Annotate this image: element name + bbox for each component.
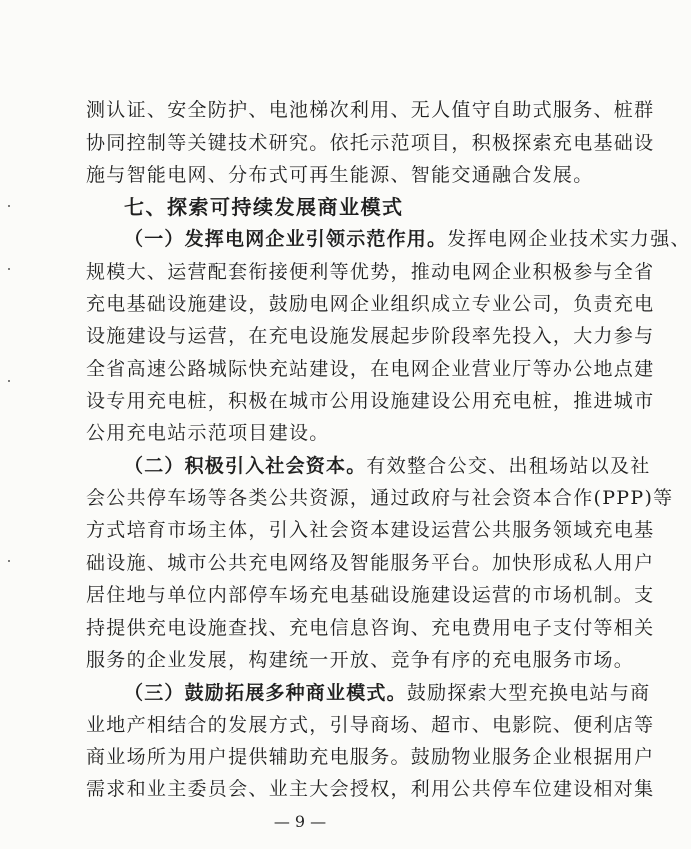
scan-speck — [8, 205, 10, 207]
text-line: 设专用充电桩，积极在城市公用设施建设公用充电桩，推进城市 — [86, 390, 655, 412]
text-line: 服务的企业发展，构建统一开放、竞争有序的充电服务市场。 — [86, 649, 635, 671]
text-line: 持提供充电设施查找、充电信息咨询、充电费用电子支付等相关 — [86, 617, 655, 639]
paragraph-first-line — [124, 227, 691, 251]
scan-speck — [8, 268, 10, 270]
text-line: 础设施、城市公共充电网络及智能服务平台。加快形成私人用户 — [86, 552, 655, 574]
text-line: 商业场所为用户提供辅助充电服务。鼓励物业服务企业根据用户 — [86, 746, 655, 768]
text-run: 发挥电网企业技术实力强、 — [447, 228, 691, 250]
text-line: 业地产相结合的发展方式，引导商场、超市、电影院、便利店等 — [86, 714, 655, 736]
scan-speck — [8, 560, 10, 562]
section-heading: 七、探索可持续发展商业模式 — [124, 195, 404, 219]
text-line: 施与智能电网、分布式可再生能源、智能交通融合发展。 — [86, 164, 594, 186]
text-run: 鼓励探索大型充换电站与商 — [406, 682, 651, 704]
text-line: 方式培育市场主体，引入社会资本建设运营公共服务领域充电基 — [86, 519, 655, 541]
text-line: 充电基础设施建设，鼓励电网企业组织成立专业公司，负责充电 — [86, 293, 655, 315]
paragraph-heading: （三）鼓励拓展多种商业模式。 — [124, 682, 407, 704]
text-line: 会公共停车场等各类公共资源，通过政府与社会资本合作(PPP)等 — [86, 487, 674, 509]
paragraph-first-line — [124, 681, 650, 705]
paragraph-first-line — [124, 454, 651, 478]
text-line: 公用充电站示范项目建设。 — [86, 422, 330, 444]
text-line: 设施建设与运营，在充电设施发展起步阶段率先投入，大力参与 — [86, 325, 655, 347]
text-line: 居住地与单位内部停车场充电基础设施建设运营的市场机制。支 — [86, 584, 655, 606]
text-line: 全省高速公路城际快充站建设，在电网企业营业厅等办公地点建 — [86, 358, 655, 380]
scan-speck — [8, 380, 10, 382]
text-line: 协同控制等关键技术研究。依托示范项目，积极探索充电基础设 — [86, 132, 655, 154]
text-line: 测认证、安全防护、电池梯次利用、无人值守自助式服务、桩群 — [86, 99, 655, 121]
text-line: 规模大、运营配套衔接便利等优势，推动电网企业积极参与全省 — [86, 261, 655, 283]
paragraph-heading: （一）发挥电网企业引领示范作用。 — [124, 228, 448, 250]
page-number: — 9 — — [273, 812, 327, 831]
paragraph-heading: （二）积极引入社会资本。 — [124, 455, 367, 477]
text-run: 有效整合公交、出租场站以及社 — [366, 455, 651, 477]
text-line: 需求和业主委员会、业主大会授权，利用公共停车位建设相对集 — [86, 778, 655, 800]
